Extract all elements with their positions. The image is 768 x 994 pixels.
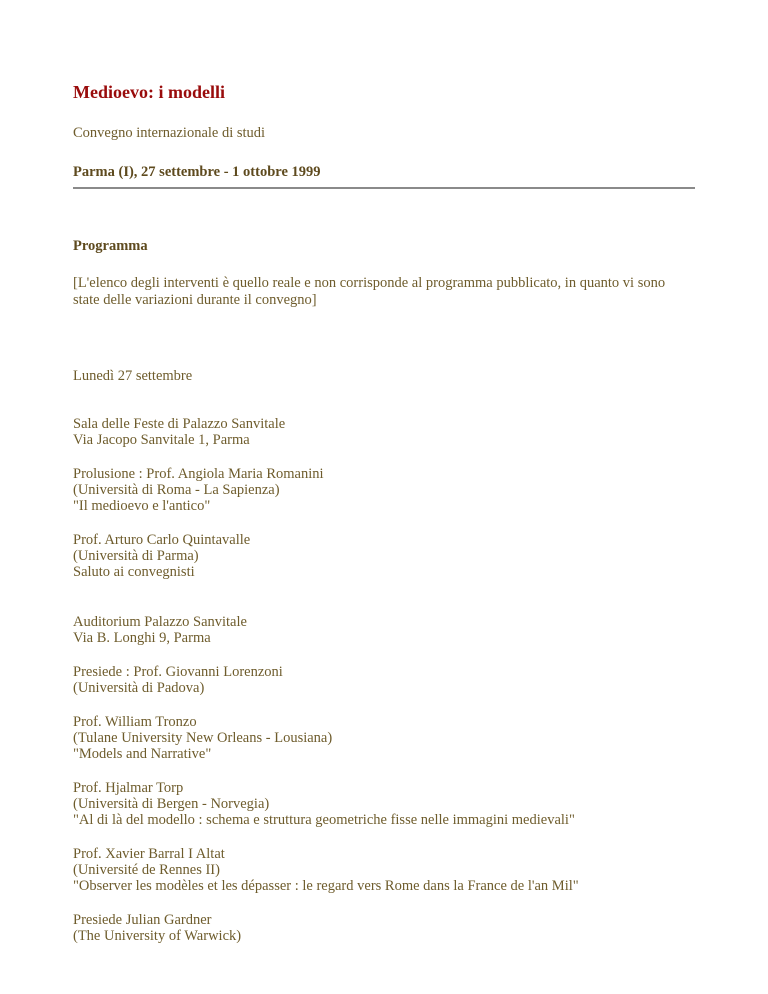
entry-line: Prof. Xavier Barral I Altat xyxy=(73,846,225,862)
entry-line: "Models and Narrative" xyxy=(73,746,212,762)
page-title: Medioevo: i modelli xyxy=(73,82,225,102)
entry-line: Presiede Julian Gardner xyxy=(73,912,212,928)
entry-line: Via Jacopo Sanvitale 1, Parma xyxy=(73,432,250,448)
place-date: Parma (I), 27 settembre - 1 ottobre 1999 xyxy=(73,164,321,180)
entry-line: (Università di Roma - La Sapienza) xyxy=(73,482,280,498)
entry-line: "Il medioevo e l'antico" xyxy=(73,498,211,514)
entry-line: Sala delle Feste di Palazzo Sanvitale xyxy=(73,416,286,432)
entry-line: Prolusione : Prof. Angiola Maria Romanini xyxy=(73,466,324,482)
entry-line: Auditorium Palazzo Sanvitale xyxy=(73,614,247,630)
program-entry xyxy=(73,466,753,514)
program-entry xyxy=(73,912,753,944)
entry-line: Prof. Arturo Carlo Quintavalle xyxy=(73,532,251,548)
program-entry xyxy=(73,532,753,580)
entry-line: Via B. Longhi 9, Parma xyxy=(73,630,211,646)
program-entry xyxy=(73,614,753,646)
entry-line: (Università di Padova) xyxy=(73,680,205,696)
subtitle: Convegno internazionale di studi xyxy=(73,125,266,141)
entry-line: Prof. Hjalmar Torp xyxy=(73,780,184,796)
programma-heading: Programma xyxy=(73,238,148,254)
program-list xyxy=(73,416,753,962)
program-entry xyxy=(73,780,753,828)
entry-line: Saluto ai convegnisti xyxy=(73,564,195,580)
divider xyxy=(73,187,695,189)
day-heading: Lunedì 27 settembre xyxy=(73,368,193,384)
entry-line: Presiede : Prof. Giovanni Lorenzoni xyxy=(73,664,283,680)
entry-line: Prof. William Tronzo xyxy=(73,714,197,730)
entry-line: (Università di Bergen - Norvegia) xyxy=(73,796,270,812)
note: [L'elenco degli interventi è quello reale e non corrisponde al programma pubblicato, in quanto vi sono state delle variazioni durante il convegno] xyxy=(73,275,666,308)
program-entry xyxy=(73,664,753,696)
program-entry xyxy=(73,846,753,894)
entry-line: "Al di là del modello : schema e struttura geometriche fisse nelle immagini medievali" xyxy=(73,812,575,828)
entry-line: (Tulane University New Orleans - Lousiana) xyxy=(73,730,333,746)
entry-line: "Observer les modèles et les dépasser : le regard vers Rome dans la France de l'an Mil" xyxy=(73,878,579,894)
entry-line: (Università di Parma) xyxy=(73,548,199,564)
entry-line: (Université de Rennes II) xyxy=(73,862,220,878)
program-entry xyxy=(73,714,753,762)
entry-line: (The University of Warwick) xyxy=(73,928,242,944)
program-entry xyxy=(73,416,753,448)
